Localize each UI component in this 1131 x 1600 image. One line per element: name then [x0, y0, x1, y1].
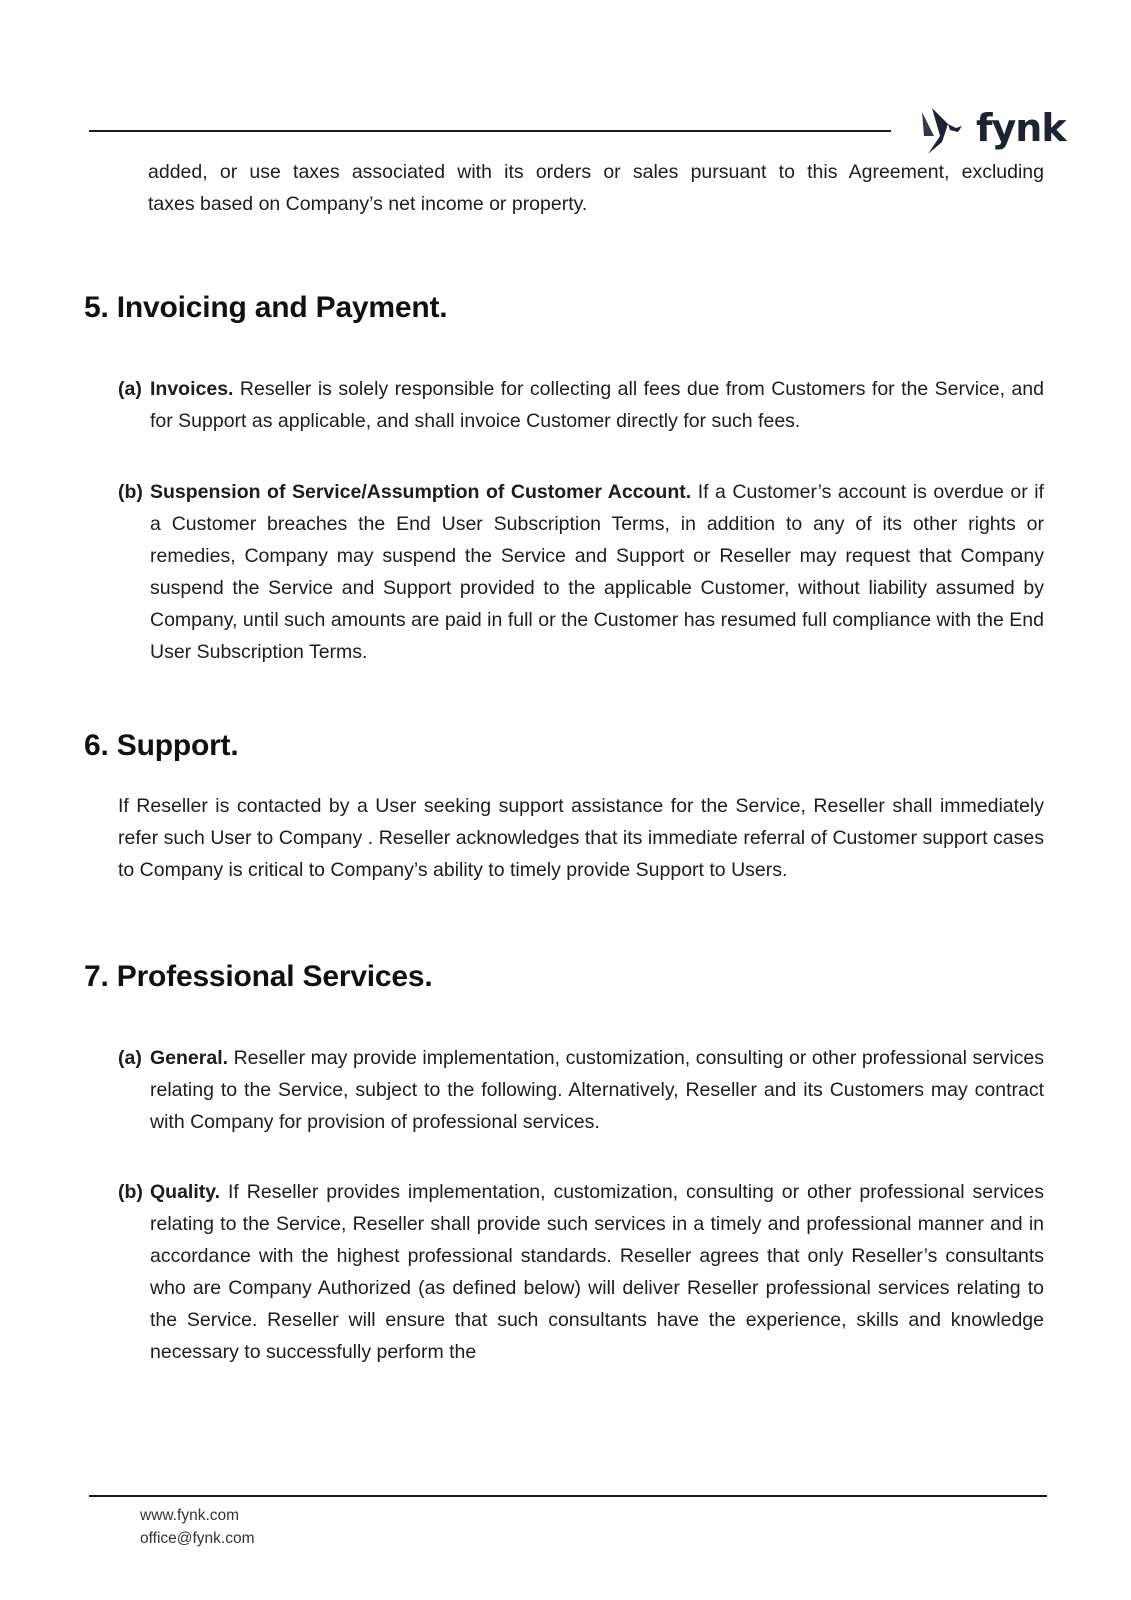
clause-term: Invoices. [150, 378, 234, 400]
footer-website-link[interactable]: www.fynk.com [140, 1507, 240, 1524]
continuation-paragraph [148, 156, 1044, 220]
clause-text: Reseller is solely responsible for collecting all fees due from Customers for the Service, and for Support as applicable, and shall invoice Customer directly for such fees. [150, 378, 1044, 432]
clause-body [150, 373, 1044, 437]
support-paragraph: If Reseller is contacted by a User seeking support assistance for the Service, Reseller shall immediately refer such User to Company . Reseller acknowledges that its immediate referral of Customer support cases to Company is critical to Company’s ability to timely provide Support to Users. [118, 795, 1044, 881]
continuation-line-2: taxes based on Company’s net income or property. [148, 193, 588, 215]
clause-marker: (b) [118, 1181, 143, 1203]
brand-wordmark: fynk [976, 106, 1066, 150]
brand-logo [918, 106, 1066, 162]
clause-term: Suspension of Service/Assumption of Customer Account. [150, 481, 692, 503]
section-heading-professional-services: 7. Professional Services. [84, 960, 433, 993]
clause-7a [118, 1042, 1044, 1138]
clause-text: If Reseller provides implementation, customization, consulting or other professional services relating to the Service, Reseller shall provide such services in a timely and professional manner and in accordance with the highest professional standards. Reseller agrees that only Reseller’s consultants who are Company Authorized (as defined below) will deliver Reseller professional services relating to the Service. Reseller will ensure that such consultants have the experience, skills and knowledge necessary to successfully perform the [150, 1181, 1044, 1363]
clause-text: Reseller may provide implementation, customization, consulting or other professional services relating to the Service, subject to the following. Alternatively, Reseller and its Customers may contract with Company for provision of professional services. [150, 1047, 1044, 1133]
section-heading-support: 6. Support. [84, 729, 239, 762]
footer-divider [89, 1495, 1047, 1497]
continuation-line-1: added, or use taxes associated with its orders or sales pursuant to this Agreement, excluding [148, 161, 1044, 183]
clause-marker: (a) [118, 378, 142, 400]
clause-marker: (a) [118, 1047, 142, 1069]
clause-7b [118, 1176, 1044, 1368]
clause-body [150, 1176, 1044, 1368]
header-divider [89, 130, 891, 132]
clause-term: Quality. [150, 1181, 221, 1203]
clause-5b [118, 476, 1044, 668]
clause-text: If a Customer’s account is overdue or if a Customer breaches the End User Subscription Terms, in addition to any of its other rights or remedies, Company may suspend the Service and Support or Reseller may request that Company suspend the Service and Support provided to the applicable Customer, without liability assumed by Company, until such amounts are paid in full or the Customer has resumed full compliance with the End User Subscription Terms. [150, 481, 1044, 663]
clause-term: General. [150, 1047, 229, 1069]
footer-email-link[interactable]: office@fynk.com [140, 1530, 255, 1547]
clause-marker: (b) [118, 481, 143, 503]
clause-body [150, 476, 1044, 668]
clause-5a [118, 373, 1044, 437]
clause-body [150, 1042, 1044, 1138]
fynk-bird-icon [918, 106, 978, 162]
section-heading-invoicing: 5. Invoicing and Payment. [84, 291, 448, 324]
